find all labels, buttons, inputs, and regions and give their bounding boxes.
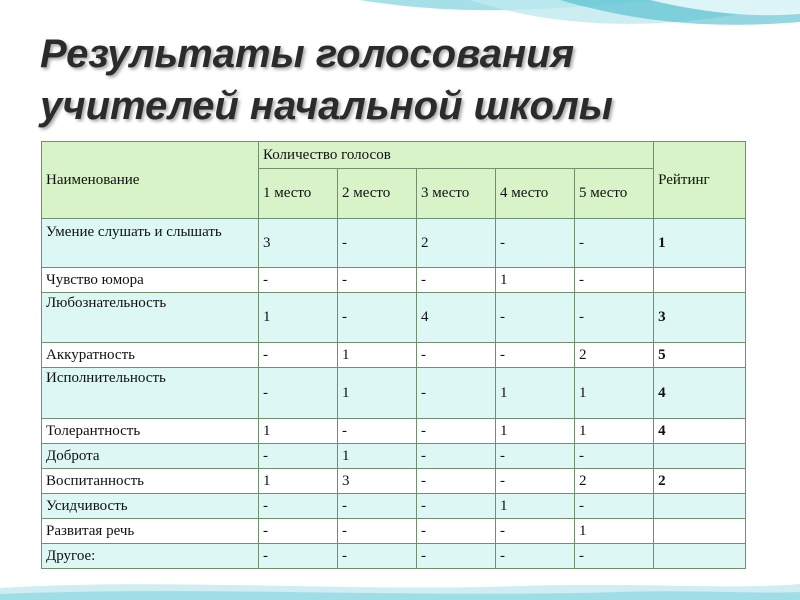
title-line-2: учителей начальной школы <box>40 84 613 128</box>
cell-place-4: 1 <box>496 268 575 293</box>
cell-place-1: - <box>259 494 338 519</box>
cell-place-3: - <box>417 519 496 544</box>
cell-place-4: - <box>496 293 575 343</box>
cell-place-5: 1 <box>575 419 654 444</box>
table-row <box>42 293 746 343</box>
cell-place-2: 1 <box>338 368 417 419</box>
cell-place-2: - <box>338 519 417 544</box>
cell-rating <box>654 444 746 469</box>
row-name: Аккуратность <box>42 343 259 368</box>
cell-place-3: 4 <box>417 293 496 343</box>
cell-place-1: - <box>259 343 338 368</box>
cell-place-2: - <box>338 219 417 268</box>
cell-place-4: 1 <box>496 419 575 444</box>
cell-place-3: - <box>417 469 496 494</box>
row-name: Развитая речь <box>42 519 259 544</box>
cell-place-4: 1 <box>496 494 575 519</box>
cell-rating: 4 <box>654 368 746 419</box>
top-wave-2 <box>470 0 800 24</box>
cell-place-1: 3 <box>259 219 338 268</box>
cell-place-5: 2 <box>575 469 654 494</box>
top-wave-4 <box>650 0 800 15</box>
cell-place-4: 1 <box>496 368 575 419</box>
cell-place-1: - <box>259 544 338 569</box>
header-place-4: 4 место <box>496 169 575 219</box>
row-name: Любознательность <box>42 293 259 343</box>
table-row <box>42 368 746 419</box>
table-row <box>42 469 746 494</box>
cell-place-3: - <box>417 494 496 519</box>
cell-place-5: 1 <box>575 368 654 419</box>
cell-place-3: - <box>417 444 496 469</box>
bottom-wave-1 <box>0 584 800 600</box>
cell-rating <box>654 268 746 293</box>
cell-place-2: 1 <box>338 343 417 368</box>
cell-place-1: - <box>259 368 338 419</box>
cell-place-2: - <box>338 268 417 293</box>
cell-place-2: 1 <box>338 444 417 469</box>
cell-place-5: - <box>575 268 654 293</box>
row-name: Доброта <box>42 444 259 469</box>
cell-rating: 4 <box>654 419 746 444</box>
header-place-3: 3 место <box>417 169 496 219</box>
cell-rating: 3 <box>654 293 746 343</box>
table-row <box>42 419 746 444</box>
cell-place-4: - <box>496 544 575 569</box>
table-row <box>42 544 746 569</box>
cell-place-5: - <box>575 494 654 519</box>
cell-place-2: - <box>338 419 417 444</box>
cell-rating: 1 <box>654 219 746 268</box>
cell-place-3: - <box>417 544 496 569</box>
header-place-1: 1 место <box>259 169 338 219</box>
bottom-wave-2 <box>0 591 800 600</box>
cell-place-3: - <box>417 343 496 368</box>
cell-rating: 2 <box>654 469 746 494</box>
table-row <box>42 444 746 469</box>
cell-place-1: 1 <box>259 293 338 343</box>
row-name: Другое: <box>42 544 259 569</box>
cell-place-5: - <box>575 219 654 268</box>
table-row <box>42 219 746 268</box>
row-name: Усидчивость <box>42 494 259 519</box>
cell-place-4: - <box>496 519 575 544</box>
voting-results-table <box>41 141 746 569</box>
table-row <box>42 343 746 368</box>
header-rating: Рейтинг <box>654 142 746 219</box>
row-name: Исполнительность <box>42 368 259 419</box>
cell-place-1: 1 <box>259 419 338 444</box>
cell-rating <box>654 519 746 544</box>
cell-place-5: - <box>575 544 654 569</box>
cell-place-1: - <box>259 268 338 293</box>
row-name: Чувство юмора <box>42 268 259 293</box>
cell-place-4: - <box>496 444 575 469</box>
cell-place-2: - <box>338 293 417 343</box>
cell-place-3: - <box>417 368 496 419</box>
header-name: Наименование <box>42 142 259 219</box>
header-place-5: 5 место <box>575 169 654 219</box>
cell-rating: 5 <box>654 343 746 368</box>
cell-place-1: - <box>259 444 338 469</box>
header-votes-group: Количество голосов <box>259 142 654 169</box>
cell-place-3: - <box>417 419 496 444</box>
cell-place-5: - <box>575 293 654 343</box>
row-name: Толерантность <box>42 419 259 444</box>
cell-place-2: - <box>338 544 417 569</box>
table-row <box>42 494 746 519</box>
cell-place-4: - <box>496 219 575 268</box>
header-place-2: 2 место <box>338 169 417 219</box>
cell-place-5: - <box>575 444 654 469</box>
cell-place-3: - <box>417 268 496 293</box>
cell-rating <box>654 544 746 569</box>
cell-rating <box>654 494 746 519</box>
table-row <box>42 519 746 544</box>
table-row <box>42 268 746 293</box>
cell-place-4: - <box>496 469 575 494</box>
cell-place-2: 3 <box>338 469 417 494</box>
cell-place-1: 1 <box>259 469 338 494</box>
top-wave-1 <box>360 0 800 10</box>
cell-place-5: 2 <box>575 343 654 368</box>
cell-place-5: 1 <box>575 519 654 544</box>
cell-place-1: - <box>259 519 338 544</box>
row-name: Умение слушать и слышать <box>42 219 259 268</box>
slide-title <box>40 28 780 132</box>
cell-place-4: - <box>496 343 575 368</box>
title-line-1: Результаты голосования <box>40 32 575 76</box>
cell-place-3: 2 <box>417 219 496 268</box>
row-name: Воспитанность <box>42 469 259 494</box>
cell-place-2: - <box>338 494 417 519</box>
top-wave-3 <box>560 0 800 25</box>
